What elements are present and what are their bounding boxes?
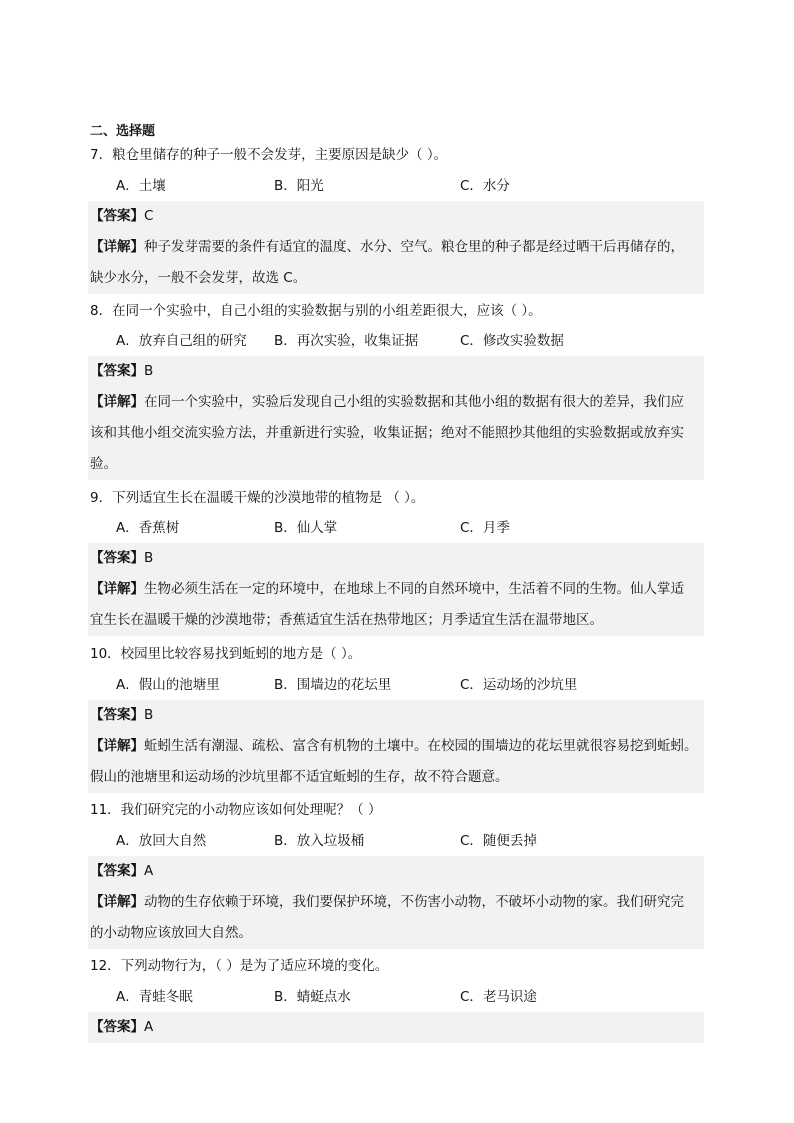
option-b: B．再次实验，收集证据 xyxy=(274,333,419,349)
question-stem: 9．下列适宜生长在温暖干燥的沙漠地带的植物是 （ ）。 xyxy=(90,490,425,506)
detail-line: 宜生长在温暖干燥的沙漠地带；香蕉适宜生活在热带地区；月季适宜生活在温带地区。 xyxy=(90,612,603,628)
answer-line xyxy=(90,356,704,387)
answer-value: C xyxy=(144,208,154,224)
option-c: C．运动场的沙坑里 xyxy=(460,677,578,693)
option-a: A．土壤 xyxy=(116,178,166,194)
detail-text: 蚯蚓生活有潮湿、疏松、富含有机物的土壤中。在校园的围墙边的花坛里就很容易挖到蚯蚓。 xyxy=(144,738,698,754)
option-a: A．假山的池塘里 xyxy=(116,677,220,693)
option-c: C．修改实验数据 xyxy=(460,333,564,349)
question-stem: 7．粮仓里储存的种子一般不会发芽，主要原因是缺少（ ）。 xyxy=(90,147,448,163)
detail-tag: 【详解】 xyxy=(90,581,144,597)
question-stem: 11．我们研究完的小动物应该如何处理呢？（ ） xyxy=(90,802,382,818)
answer-block xyxy=(88,543,704,636)
answer-block xyxy=(88,1012,704,1043)
answer-tag: 【答案】 xyxy=(90,1019,144,1035)
detail-line xyxy=(90,387,704,418)
detail-line xyxy=(90,232,704,263)
option-c: C．水分 xyxy=(460,178,510,194)
detail-line xyxy=(90,887,704,918)
answer-line xyxy=(90,201,704,232)
detail-text: 生物必须生活在一定的环境中，在地球上不同的自然环境中，生活着不同的生物。仙人掌适 xyxy=(144,581,684,597)
answer-line xyxy=(90,543,704,574)
question-options xyxy=(116,675,716,695)
answer-block xyxy=(88,700,704,793)
detail-tag: 【详解】 xyxy=(90,239,144,255)
option-c: C．老马识途 xyxy=(460,989,537,1005)
section-title: 二、选择题 xyxy=(90,124,156,139)
option-b: B．放入垃圾桶 xyxy=(274,833,365,849)
answer-value: B xyxy=(144,707,154,723)
option-a: A．放回大自然 xyxy=(116,833,207,849)
detail-line: 的小动物应该放回大自然。 xyxy=(90,925,252,941)
question-stem: 12．下列动物行为，（ ）是为了适应环境的变化。 xyxy=(90,958,389,974)
answer-line xyxy=(90,700,704,731)
option-c: C．随便丢掉 xyxy=(460,833,537,849)
answer-block xyxy=(88,201,704,294)
answer-line xyxy=(90,856,704,887)
answer-tag: 【答案】 xyxy=(90,863,144,879)
question-options xyxy=(116,518,716,538)
detail-line xyxy=(90,574,704,605)
detail-line: 假山的池塘里和运动场的沙坑里都不适宜蚯蚓的生存，故不符合题意。 xyxy=(90,769,509,785)
detail-text: 种子发芽需要的条件有适宜的温度、水分、空气。粮仓里的种子都是经过晒干后再储存的， xyxy=(144,239,684,255)
detail-text: 在同一个实验中，实验后发现自己小组的实验数据和其他小组的数据有很大的差异，我们应 xyxy=(144,394,684,410)
answer-value: A xyxy=(144,1019,154,1035)
option-b: B．蜻蜓点水 xyxy=(274,989,351,1005)
question-options xyxy=(116,176,716,196)
option-a: A．放弃自己组的研究 xyxy=(116,333,247,349)
detail-tag: 【详解】 xyxy=(90,394,144,410)
detail-tag: 【详解】 xyxy=(90,894,144,910)
option-c: C．月季 xyxy=(460,520,510,536)
question-stem: 10．校园里比较容易找到蚯蚓的地方是（ ）。 xyxy=(90,646,362,662)
answer-block xyxy=(88,856,704,949)
question-options xyxy=(116,831,716,851)
question-stem: 8．在同一个实验中，自己小组的实验数据与别的小组差距很大，应该（ ）。 xyxy=(90,303,542,319)
detail-line: 缺少水分，一般不会发芽，故选 C。 xyxy=(90,270,307,286)
option-b: B．围墙边的花坛里 xyxy=(274,677,392,693)
option-a: A．香蕉树 xyxy=(116,520,180,536)
answer-value: A xyxy=(144,863,154,879)
detail-line: 该和其他小组交流实验方法，并重新进行实验，收集证据；绝对不能照抄其他组的实验数据或放弃实 xyxy=(90,425,684,441)
detail-line xyxy=(90,731,704,762)
question-options xyxy=(116,987,716,1007)
detail-text: 动物的生存依赖于环境，我们要保护环境，不伤害小动物，不破坏小动物的家。我们研究完 xyxy=(144,894,684,910)
answer-tag: 【答案】 xyxy=(90,208,144,224)
answer-block xyxy=(88,356,704,480)
answer-value: B xyxy=(144,363,154,379)
question-options xyxy=(116,331,716,351)
answer-tag: 【答案】 xyxy=(90,550,144,566)
answer-tag: 【答案】 xyxy=(90,363,144,379)
answer-value: B xyxy=(144,550,154,566)
option-b: B．仙人掌 xyxy=(274,520,338,536)
detail-tag: 【详解】 xyxy=(90,738,144,754)
option-b: B．阳光 xyxy=(274,178,324,194)
detail-line: 验。 xyxy=(90,456,117,472)
answer-tag: 【答案】 xyxy=(90,707,144,723)
answer-line xyxy=(90,1012,704,1043)
option-a: A．青蛙冬眠 xyxy=(116,989,193,1005)
